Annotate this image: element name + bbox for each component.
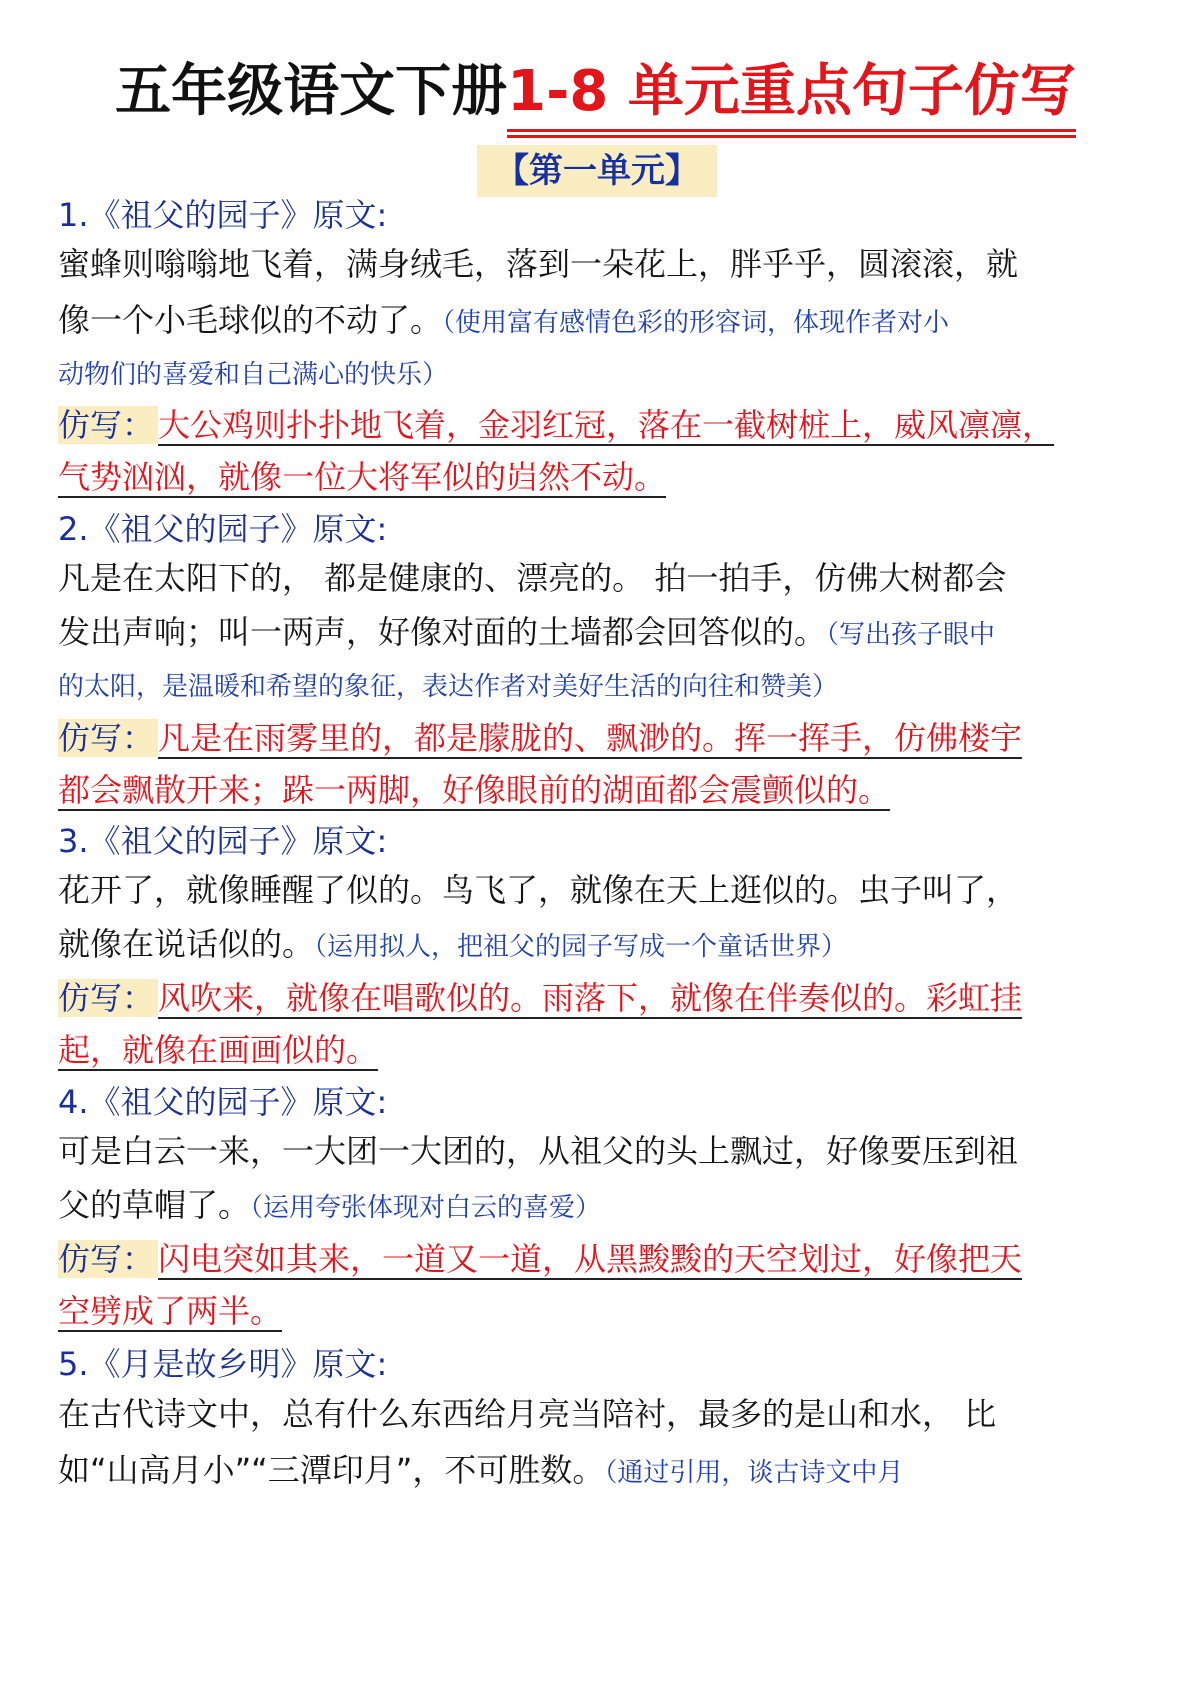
item-1-heading: 1.《祖父的园子》原文: <box>58 196 388 234</box>
item-1-note-start: （使用富有感情色彩的形容词，体现作者对小 <box>442 308 950 338</box>
title-main: 五年级语文下册 <box>115 59 508 124</box>
page-title <box>0 52 1191 136</box>
item-2-text-line1: 凡是在太阳下的， 都是健康的、漂亮的。 拍一拍手，仿佛大树都会 <box>58 559 1007 597</box>
item-1-copy-text-2: 气势汹汹，就像一位大将军似的岿然不动。 <box>58 458 667 496</box>
item-5-heading: 5.《月是故乡明》原文: <box>58 1345 388 1383</box>
item-3-original-end: 就像在说话似的。 <box>58 925 315 963</box>
item-5-note: （通过引用，谈古诗文中月 <box>604 1458 904 1488</box>
item-2-copy-line2 <box>58 762 1138 818</box>
item-3-copy-text-2: 起，就像在画画似的。 <box>58 1031 379 1069</box>
item-3-note: （运用拟人，把祖父的园子写成一个童话世界） <box>314 932 848 962</box>
copy-label: 仿写： <box>58 406 158 444</box>
item-4-original-end: 父的草帽了。 <box>58 1186 251 1224</box>
title-highlight: 1-8 单元重点句子仿写 <box>507 52 1076 136</box>
item-2-copy-text-1: 凡是在雨雾里的，都是朦胧的、飘渺的。挥一挥手，仿佛楼宇 <box>158 719 1023 757</box>
item-2-copy-text-2: 都会飘散开来；跺一两脚，好像眼前的湖面都会震颤似的。 <box>58 771 891 809</box>
copy-label: 仿写： <box>58 979 158 1017</box>
item-3-copy-line2 <box>58 1022 1138 1078</box>
copy-label: 仿写： <box>58 1240 158 1278</box>
item-2-note-start: （写出孩子眼中 <box>826 620 996 650</box>
item-4-text-line2 <box>58 1177 1138 1236</box>
unit-label: 【第一单元】 <box>477 145 717 197</box>
copy-label: 仿写： <box>58 719 158 757</box>
item-1-note-end: 动物们的喜爱和自己满心的快乐） <box>58 360 449 390</box>
item-3-copy-line1 <box>58 970 1138 1026</box>
item-4-text-line1: 可是白云一来，一大团一大团的，从祖父的头上飘过，好像要压到祖 <box>58 1132 1019 1170</box>
item-2-heading: 2.《祖父的园子》原文: <box>58 510 388 548</box>
item-4-note: （运用夸张体现对白云的喜爱） <box>250 1193 602 1223</box>
item-2-note-line3 <box>58 656 1138 715</box>
item-1-note-line3 <box>58 344 1138 403</box>
item-4-copy-text-1: 闪电突如其来，一道又一道，从黑黢黢的天空划过，好像把天 <box>158 1240 1023 1278</box>
item-4-copy-line1 <box>58 1231 1138 1287</box>
item-2-copy-line1 <box>58 710 1138 766</box>
item-4-heading: 4.《祖父的园子》原文: <box>58 1083 388 1121</box>
item-5-original-end: 如“山高月小”“三潭印月”，不可胜数。 <box>58 1451 605 1489</box>
item-3-copy-text-1: 风吹来，就像在唱歌似的。雨落下，就像在伴奏似的。彩虹挂 <box>158 979 1023 1017</box>
item-4-copy-line2 <box>58 1283 1138 1339</box>
item-1-text-line2 <box>58 292 1138 351</box>
item-2-original-end: 发出声响；叫一两声，好像对面的土墙都会回答似的。 <box>58 613 827 651</box>
item-5-text-line1: 在古代诗文中，总有什么东西给月亮当陪衬，最多的是山和水， 比 <box>58 1395 997 1433</box>
item-1-copy-line2 <box>58 449 1138 505</box>
item-1-original-end: 像一个小毛球似的不动了。 <box>58 301 443 339</box>
item-1-text-line1: 蜜蜂则嗡嗡地飞着，满身绒毛，落到一朵花上，胖乎乎，圆滚滚，就 <box>58 245 1019 283</box>
item-4-copy-text-2: 空劈成了两半。 <box>58 1292 283 1330</box>
item-5-text-line2 <box>58 1442 1138 1501</box>
item-3-heading: 3.《祖父的园子》原文: <box>58 822 388 860</box>
item-3-text-line1: 花开了，就像睡醒了似的。鸟飞了，就像在天上逛似的。虫子叫了， <box>58 871 1019 909</box>
item-2-text-line2 <box>58 604 1138 663</box>
item-1-copy-text-1: 大公鸡则扑扑地飞着，金羽红冠，落在一截树桩上，威风凛凛， <box>158 406 1055 444</box>
item-3-text-line2 <box>58 916 1138 975</box>
item-1-copy-line1 <box>58 397 1138 453</box>
item-2-note-end: 的太阳，是温暖和希望的象征，表达作者对美好生活的向往和赞美） <box>58 672 839 702</box>
